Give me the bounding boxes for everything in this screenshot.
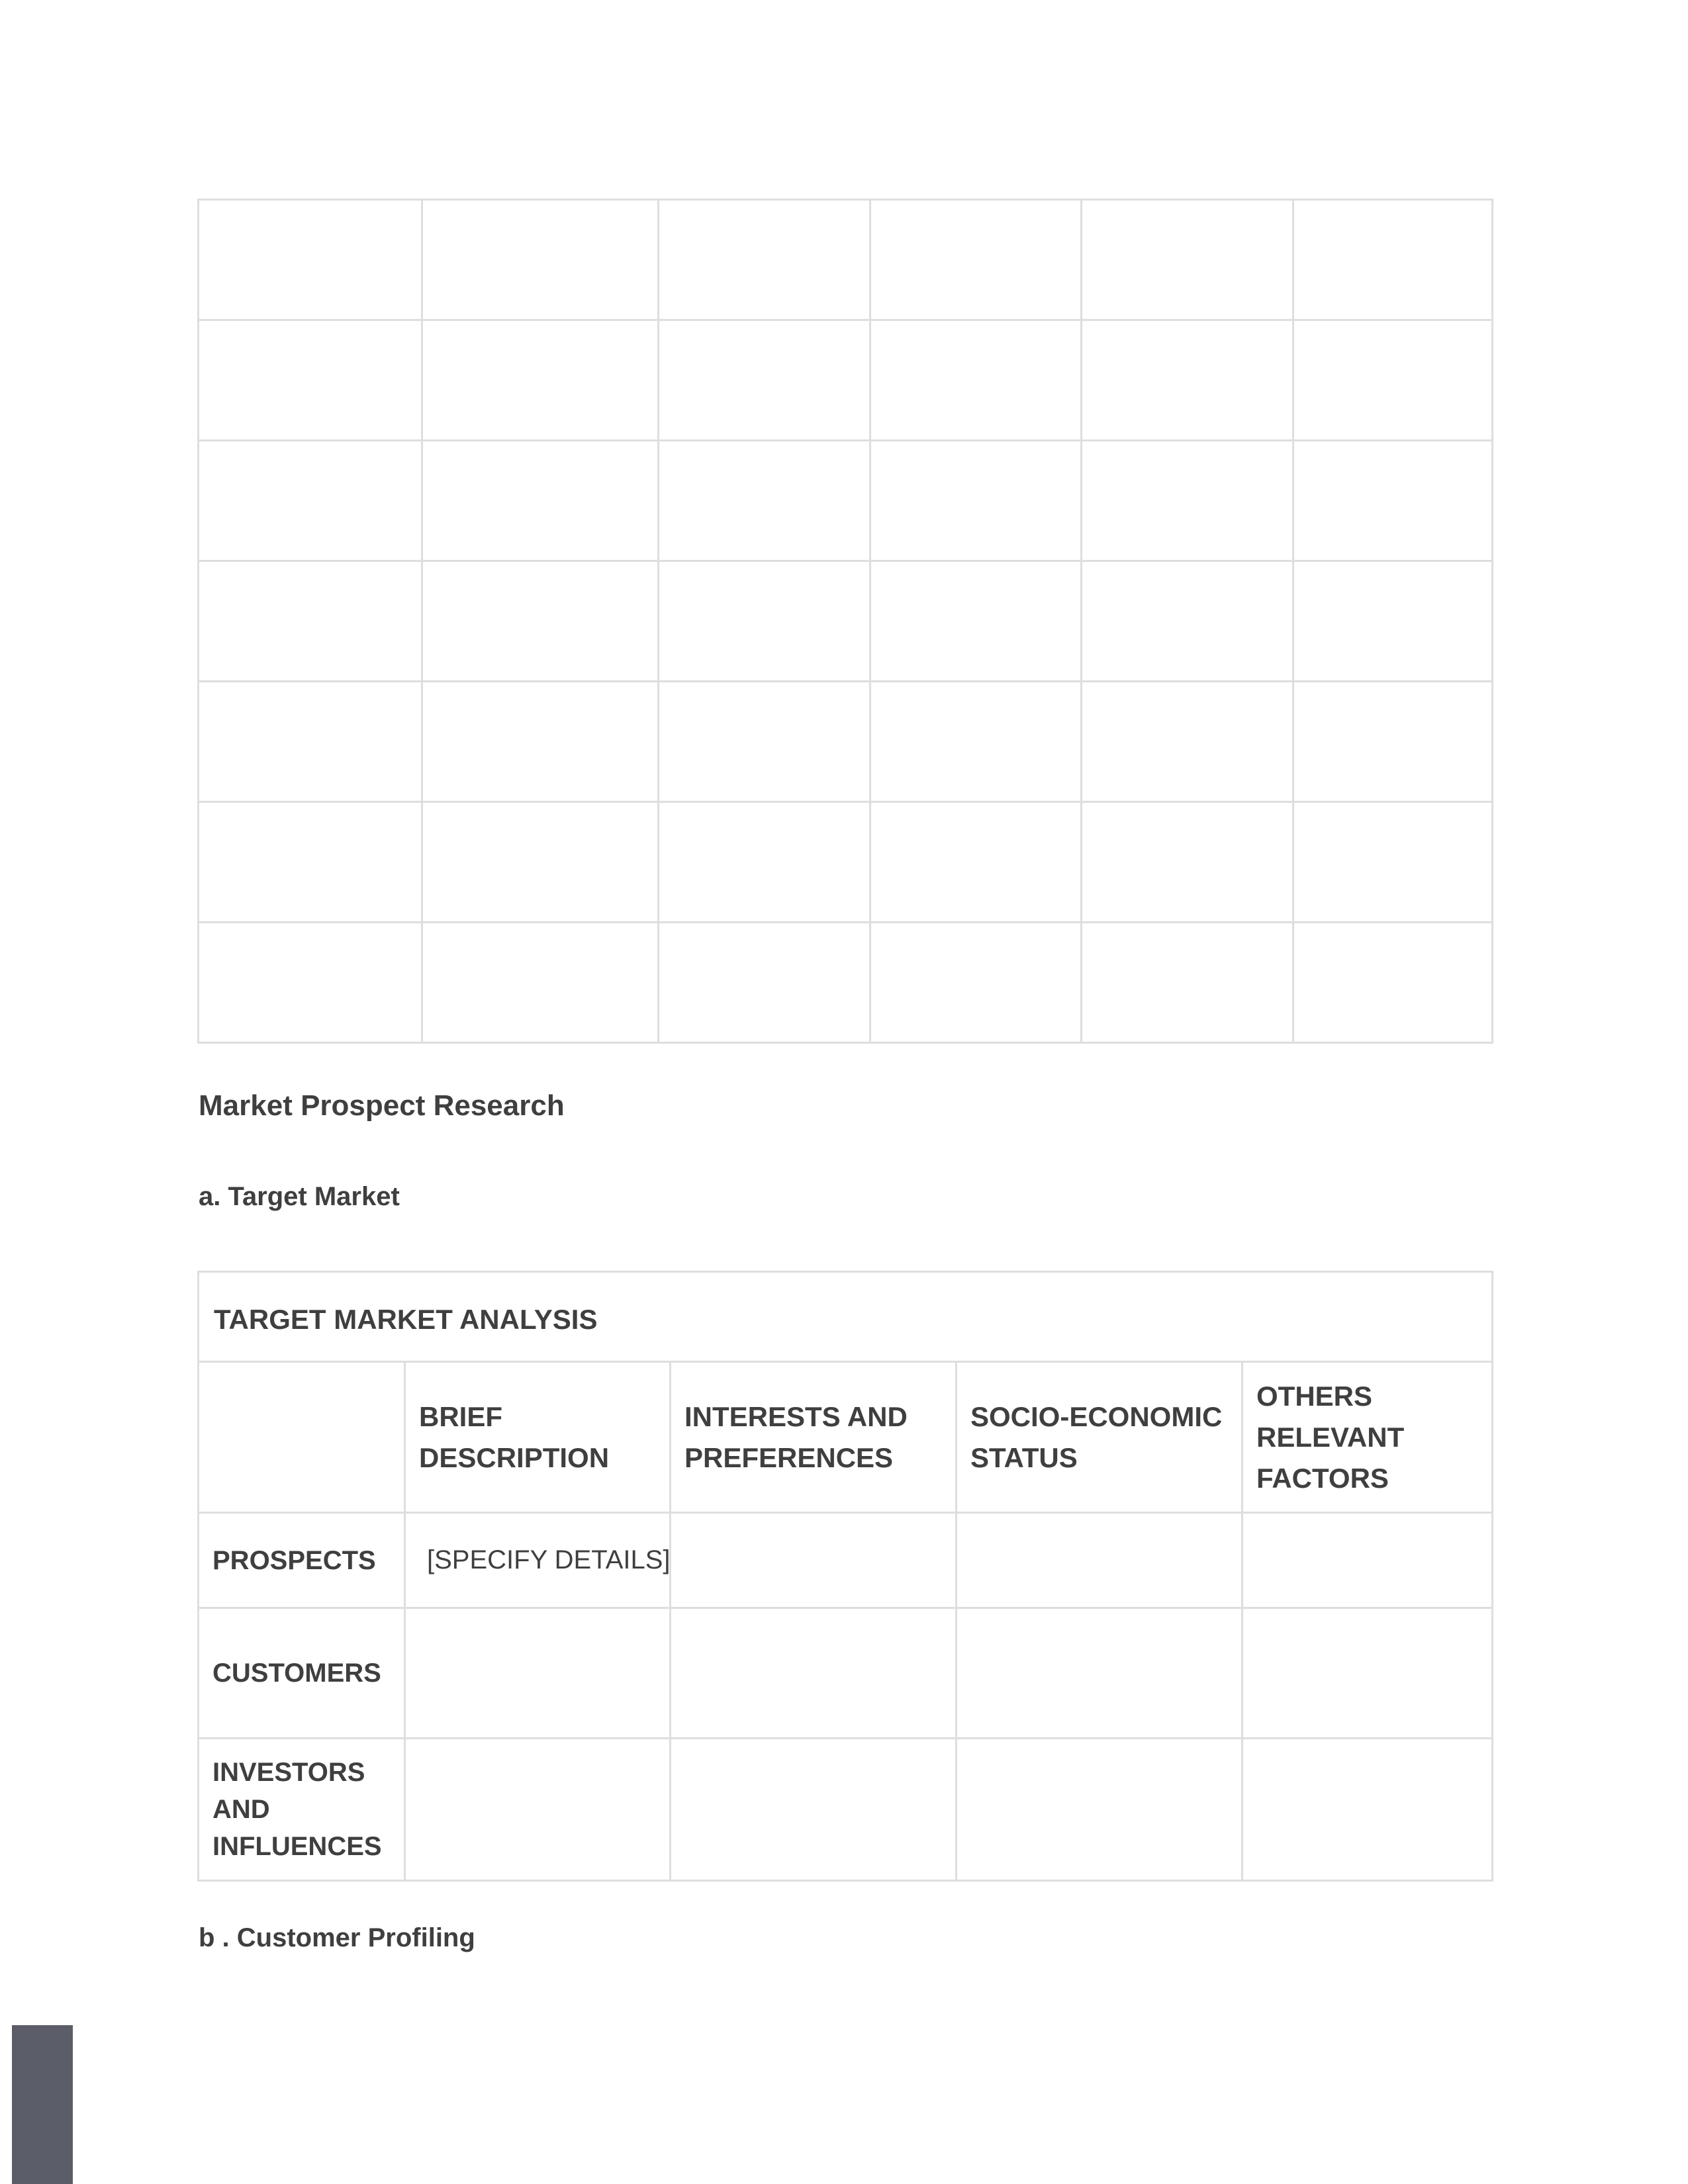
table-cell[interactable] <box>957 1739 1243 1881</box>
grid-cell <box>422 682 659 802</box>
column-header-brief-description: BRIEF DESCRIPTION <box>405 1362 671 1513</box>
table-cell[interactable] <box>957 1608 1243 1739</box>
grid-cell <box>199 682 422 802</box>
grid-cell <box>1082 561 1293 682</box>
grid-cell <box>1082 682 1293 802</box>
grid-cell <box>1082 320 1293 441</box>
grid-row <box>199 200 1493 320</box>
grid-cell <box>659 802 870 923</box>
grid-cell <box>870 561 1082 682</box>
grid-cell <box>1293 561 1493 682</box>
grid-cell <box>422 923 659 1043</box>
table-cell[interactable] <box>405 1739 671 1881</box>
grid-row <box>199 802 1493 923</box>
column-header-others-relevant-factors: OTHERS RELEVANT FACTORS <box>1243 1362 1493 1513</box>
column-header-blank <box>199 1362 405 1513</box>
grid-cell <box>1293 802 1493 923</box>
table-cell[interactable] <box>957 1513 1243 1608</box>
grid-cell <box>422 320 659 441</box>
grid-cell <box>422 200 659 320</box>
table-cell[interactable] <box>671 1513 957 1608</box>
grid-cell <box>199 441 422 561</box>
subsection-heading-customer-profiling: b . Customer Profiling <box>199 1923 475 1952</box>
grid-cell <box>870 441 1082 561</box>
subsection-heading-target-market: a. Target Market <box>199 1182 400 1211</box>
grid-cell <box>199 320 422 441</box>
table-row <box>199 1608 1493 1739</box>
grid-cell <box>1293 441 1493 561</box>
grid-cell <box>422 802 659 923</box>
row-header-customers: CUSTOMERS <box>199 1608 405 1739</box>
table-title-row <box>199 1272 1493 1362</box>
row-header-investors-and-influences: INVESTORS AND INFLUENCES <box>199 1739 405 1881</box>
grid-cell <box>870 320 1082 441</box>
grid-cell <box>199 802 422 923</box>
grid-row <box>199 923 1493 1043</box>
grid-cell <box>870 200 1082 320</box>
table-cell[interactable] <box>1243 1739 1493 1881</box>
table-row <box>199 1739 1493 1881</box>
grid-row <box>199 561 1493 682</box>
grid-cell <box>1082 802 1293 923</box>
table-cell[interactable] <box>405 1608 671 1739</box>
grid-cell <box>199 923 422 1043</box>
grid-cell <box>659 320 870 441</box>
grid-cell <box>199 561 422 682</box>
grid-cell <box>659 561 870 682</box>
table-row <box>199 1513 1493 1608</box>
table-cell[interactable] <box>1243 1608 1493 1739</box>
grid-cell <box>422 561 659 682</box>
grid-cell <box>1293 200 1493 320</box>
grid-cell <box>659 923 870 1043</box>
grid-cell <box>1082 200 1293 320</box>
row-header-prospects: PROSPECTS <box>199 1513 405 1608</box>
grid-cell <box>659 200 870 320</box>
grid-row <box>199 320 1493 441</box>
grid-cell <box>1082 441 1293 561</box>
grid-cell <box>1293 320 1493 441</box>
table-cell[interactable] <box>1243 1513 1493 1608</box>
grid-cell <box>870 923 1082 1043</box>
table-header-row <box>199 1362 1493 1513</box>
grid-row <box>199 441 1493 561</box>
table-cell[interactable]: [SPECIFY DETAILS] <box>405 1513 671 1608</box>
grid-cell <box>659 682 870 802</box>
grid-cell <box>659 441 870 561</box>
grid-cell <box>199 200 422 320</box>
section-heading: Market Prospect Research <box>199 1089 565 1122</box>
column-header-socio-economic-status: SOCIO-ECONOMIC STATUS <box>957 1362 1243 1513</box>
table-cell[interactable] <box>671 1739 957 1881</box>
page-side-tab <box>12 2025 73 2184</box>
grid-cell <box>870 802 1082 923</box>
table-title: TARGET MARKET ANALYSIS <box>199 1272 1493 1362</box>
grid-cell <box>870 682 1082 802</box>
table-cell[interactable] <box>671 1608 957 1739</box>
grid-cell <box>422 441 659 561</box>
grid-cell <box>1082 923 1293 1043</box>
grid-cell <box>1293 923 1493 1043</box>
target-market-analysis-table <box>197 1271 1493 1882</box>
grid-cell <box>1293 682 1493 802</box>
column-header-interests-and-preferences: INTERESTS AND PREFERENCES <box>671 1362 957 1513</box>
empty-grid-table <box>197 199 1493 1044</box>
grid-row <box>199 682 1493 802</box>
